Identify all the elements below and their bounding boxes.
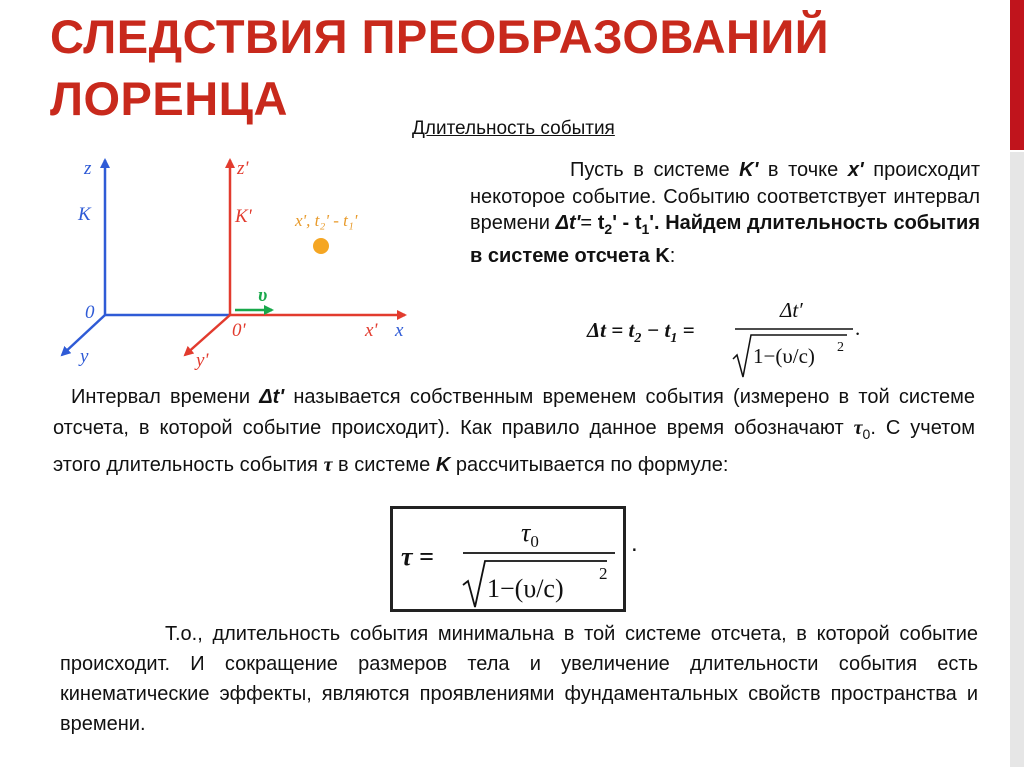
slide-title bbox=[50, 6, 950, 130]
label-z: z bbox=[84, 158, 92, 179]
label-velocity: υ bbox=[258, 285, 268, 306]
label-origin-prime: 0' bbox=[232, 320, 246, 341]
formula-period: . bbox=[631, 530, 638, 557]
svg-text:1−(υ/c): 1−(υ/c) bbox=[753, 344, 815, 368]
label-K-prime: K' bbox=[235, 206, 252, 227]
label-z-prime: z' bbox=[237, 158, 249, 179]
svg-text:Δt′: Δt′ bbox=[780, 298, 803, 322]
label-x: x bbox=[395, 320, 404, 341]
proper-time-paragraph: Интервал времени Δt' называется собственным временем события (измерено в той системе отсчета, в которой событие происходит). Как правило данное время обозначают $\tau_0$. С учетом этого длительность события τ в системе K рассчитывается по формуле: bbox=[53, 386, 976, 476]
conclusion-paragraph: Т.о., длительность события минимальна в той системе отсчета, в которой событие происходит. И сокращение размеров тела и увеличение длительности события есть кинематические эффекты, являются проявлениями фундаментальных свойств пространства и времени. bbox=[60, 623, 978, 735]
formula-time-interval bbox=[585, 295, 875, 385]
svg-text:1−(υ/c): 1−(υ/c) bbox=[487, 574, 564, 603]
axis-y-prime bbox=[185, 315, 230, 355]
intro-paragraph: Пусть в системе K' в точке x' происходит некоторое событие. Событию соответствует интервал времени $\Delta t'= t_2' - t_1'$. Найдем длительность события в системе отсчета K: bbox=[470, 159, 980, 267]
svg-text:.: . bbox=[855, 316, 861, 340]
svg-text:2: 2 bbox=[837, 340, 844, 355]
section-subtitle: Длительность события bbox=[412, 118, 615, 139]
boxed-formula-tau bbox=[390, 506, 626, 612]
label-x-prime: x' bbox=[365, 320, 378, 341]
side-strip bbox=[1010, 152, 1024, 767]
svg-text:2: 2 bbox=[599, 564, 608, 583]
accent-bar bbox=[1010, 0, 1024, 150]
reference-frames-diagram bbox=[40, 150, 440, 380]
title-line-2: ЛОРЕНЦА bbox=[50, 72, 288, 125]
svg-text:τ =: τ = bbox=[401, 542, 434, 571]
title-line-1: СЛЕДСТВИЯ ПРЕОБРАЗОВАНИЙ bbox=[50, 10, 830, 63]
label-K: K bbox=[78, 204, 91, 225]
event-dot bbox=[313, 238, 329, 254]
svg-text:Δt = t2 − t1 =: $\Delta t = t_2 - t_1$ = bbox=[587, 318, 695, 346]
svg-text:τ0: $\tau_0$ bbox=[521, 518, 539, 551]
label-y: y bbox=[80, 346, 89, 367]
label-origin: 0 bbox=[85, 302, 95, 323]
label-y-prime: y' bbox=[196, 350, 209, 371]
label-event: x', t₂' - t₁' bbox=[295, 211, 358, 230]
